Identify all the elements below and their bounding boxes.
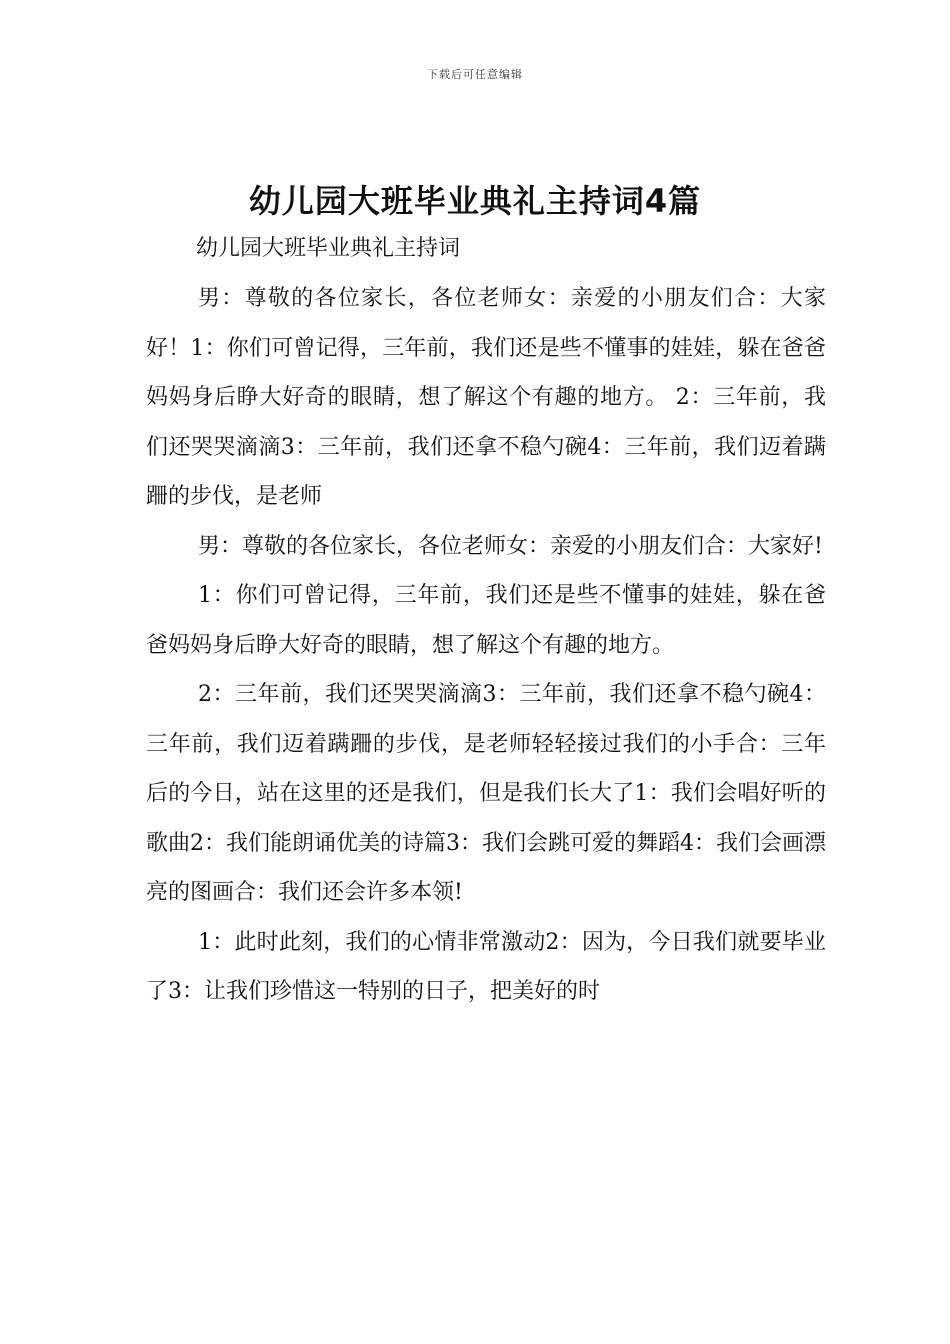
document-subtitle: 幼儿园大班毕业典礼主持词 [196, 236, 461, 261]
paragraph-3: 1：你们可曾记得，三年前，我们还是些不懂事的娃娃，躲在爸爸妈妈身后睁大好奇的眼睛，想了解这个有趣的地方。 [146, 583, 826, 658]
document-body [146, 224, 826, 1017]
paragraph-2: 男：尊敬的各位家长，各位老师女：亲爱的小朋友们合：大家好! [198, 533, 823, 559]
document-title: 幼儿园大班毕业典礼主持词4篇 [248, 182, 702, 220]
paragraph-1: 男：尊敬的各位家长，各位老师女：亲爱的小朋友们合：大家好！1：你们可曾记得，三年前，我们还是些不懂事的娃娃，躲在爸爸妈妈身后睁大好奇的眼睛，想了解这个有趣的地方。 2：三年前，我们还哭哭滴滴3：三年前，我们还拿不稳勺碗4：三年前，我们迈着蹒跚的步伐，是老师 [146, 286, 826, 509]
paragraph-4: 2：三年前，我们还哭哭滴滴3：三年前，我们还拿不稳勺碗4：三年前，我们迈着蹒跚的步伐，是老师轻轻接过我们的小手合：三年后的今日，站在这里的还是我们，但是我们长大了1：我们会唱好听的歌曲2：我们能朗诵优美的诗篇3：我们会跳可爱的舞蹈4：我们会画漂亮的图画合：我们还会许多本领! [146, 682, 826, 905]
paragraph-5: 1：此时此刻，我们的心情非常激动2：因为，今日我们就要毕业了3：让我们珍惜这一特别的日子，把美好的时 [146, 929, 826, 1004]
header-note: 下载后可任意编辑 [427, 68, 523, 81]
